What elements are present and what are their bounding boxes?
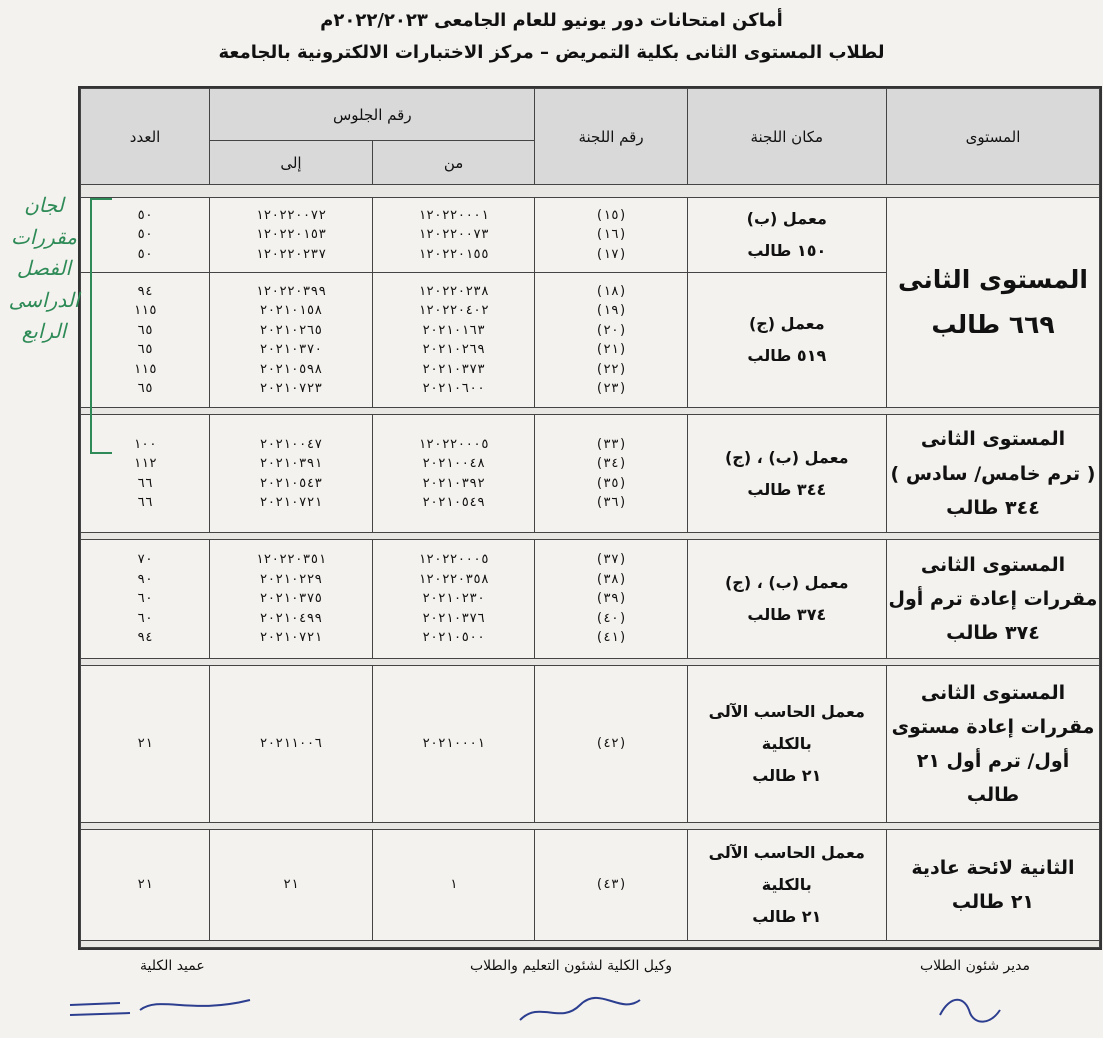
level-cell-line: المستوى الثانى bbox=[920, 681, 1066, 704]
seat-to-cell bbox=[210, 414, 373, 533]
seat-from-cell-line: ٢٠٢١٠٣٧٣ bbox=[422, 361, 485, 377]
separator-cell bbox=[81, 407, 1100, 414]
level-cell bbox=[886, 540, 1099, 659]
count-cell-line: ٢١ bbox=[137, 736, 153, 752]
committee-cell-line: (١٦) bbox=[595, 227, 627, 243]
level-cell bbox=[886, 198, 1099, 408]
seat-from-cell bbox=[372, 540, 535, 659]
count-cell-line: ٦٥ bbox=[137, 381, 153, 397]
seat-from-cell-line: ١٢٠٢٢٠٤٠٢ bbox=[418, 303, 489, 319]
seat-to-cell bbox=[210, 829, 373, 940]
level-cell-line: المستوى الثانى bbox=[920, 428, 1066, 451]
committee-cell-line: (٢٣) bbox=[595, 381, 627, 397]
location-cell-line: ١٥٠ طالب bbox=[747, 241, 827, 261]
committee-cell-line: (١٩) bbox=[595, 303, 627, 319]
level-cell bbox=[886, 414, 1099, 533]
committee-cell bbox=[535, 414, 687, 533]
level-cell bbox=[886, 665, 1099, 822]
seat-to-cell bbox=[210, 540, 373, 659]
count-cell bbox=[81, 540, 210, 659]
seat-from-cell-line: ٢٠٢١٠٠٠١ bbox=[422, 736, 485, 752]
committee-cell-line: (٣٣) bbox=[595, 436, 627, 452]
seat-to-cell-line: ٢٠٢١٠٤٩٩ bbox=[259, 610, 323, 626]
seat-to-cell-line: ٢١ bbox=[283, 877, 299, 893]
seat-from-cell bbox=[372, 829, 535, 940]
table-row bbox=[81, 665, 1100, 822]
table-row bbox=[81, 198, 1100, 273]
header-location: مكان اللجنة bbox=[687, 89, 886, 185]
count-cell-line: ١١٥ bbox=[133, 303, 157, 319]
count-cell-line: ٩٤ bbox=[137, 630, 153, 646]
count-cell-line: ٦٥ bbox=[137, 342, 153, 358]
level-cell-line: أول/ ترم أول ٢١ طالب bbox=[916, 749, 1070, 807]
level-cell-line: مقررات إعادة مستوى bbox=[891, 715, 1095, 738]
location-cell-line: معمل الحاسب الآلى بالكلية bbox=[708, 842, 865, 894]
location-cell bbox=[687, 273, 886, 408]
header-seat-number: رقم الجلوس bbox=[210, 89, 535, 141]
seat-to-cell-line: ١٢٠٢٢٠٠٧٢ bbox=[255, 207, 327, 223]
count-cell-line: ٩٠ bbox=[137, 571, 153, 587]
seat-to-cell-line: ١٢٠٢٢٠١٥٣ bbox=[255, 227, 327, 243]
location-cell bbox=[687, 665, 886, 822]
count-cell-line: ٦٠ bbox=[137, 610, 153, 626]
committee-cell-line: (٣٨) bbox=[595, 571, 627, 587]
seat-to-cell-line: ٢٠٢١٠١٥٨ bbox=[259, 303, 323, 319]
committee-cell-line: (٣٦) bbox=[595, 495, 627, 511]
seat-from-cell-line: ١٢٠٢٢٠٠٠٥ bbox=[418, 552, 489, 568]
seat-to-cell-line: ٢٠٢١٠٥٩٨ bbox=[259, 361, 323, 377]
committee-cell-line: (٣٥) bbox=[595, 475, 627, 491]
seat-from-cell-line: ١ bbox=[449, 877, 458, 893]
separator-cell bbox=[81, 658, 1100, 665]
signature-vice-dean bbox=[510, 985, 650, 1035]
count-cell-line: ٦٦ bbox=[137, 475, 153, 491]
seat-to-cell-line: ٢٠٢١٠٢٢٩ bbox=[259, 571, 323, 587]
level-cell-line: المستوى الثانى bbox=[898, 265, 1088, 295]
level-cell-line: ٣٧٤ طالب bbox=[946, 622, 1040, 645]
page-subtitle: لطلاب المستوى الثانى بكلية التمريض – مركز الاختبارات الالكترونية بالجامعة bbox=[218, 42, 885, 63]
seat-from-cell-line: ١٢٠٢٢٠١٥٥ bbox=[418, 246, 489, 262]
committee-cell bbox=[535, 198, 687, 273]
signature-label-student-affairs: مدير شئون الطلاب bbox=[920, 958, 1031, 974]
count-cell-line: ٥٠ bbox=[137, 227, 153, 243]
signature-label-vice-dean: وكيل الكلية لشئون التعليم والطلاب bbox=[470, 958, 673, 974]
table-row bbox=[81, 829, 1100, 940]
header-level: المستوى bbox=[886, 89, 1099, 185]
level-cell-line: ٦٦٩ طالب bbox=[931, 310, 1055, 340]
seat-to-cell-line: ٢٠٢١٠٧٢١ bbox=[259, 630, 323, 646]
seat-to-cell bbox=[210, 273, 373, 408]
count-cell-line: ٦٦ bbox=[137, 495, 153, 511]
handwritten-note-line: لجان bbox=[24, 193, 64, 217]
seat-from-cell-line: ١٢٠٢٢٠٠٠١ bbox=[418, 207, 489, 223]
seat-from-cell-line: ١٢٠٢٢٠٢٣٨ bbox=[418, 283, 489, 299]
committee-cell-line: (١٧) bbox=[595, 246, 627, 262]
level-cell-line: ( ترم خامس/ سادس ) bbox=[890, 462, 1096, 485]
header-separator bbox=[81, 185, 1100, 198]
committee-cell bbox=[535, 273, 687, 408]
seat-to-cell-line: ٢٠٢١٠٥٤٣ bbox=[259, 475, 323, 491]
location-cell bbox=[687, 829, 886, 940]
committee-cell bbox=[535, 665, 687, 822]
location-cell-line: معمل (ب) bbox=[746, 209, 827, 229]
location-cell bbox=[687, 540, 886, 659]
committee-cell-line: (٢٠) bbox=[595, 322, 627, 338]
seat-to-cell-line: ٢٠٢١٠٢٦٥ bbox=[259, 322, 323, 338]
location-cell-line: ٣٤٤ طالب bbox=[747, 479, 827, 499]
committee-cell-line: (٤٣) bbox=[595, 877, 627, 893]
count-cell bbox=[81, 829, 210, 940]
location-cell-line: ٣٧٤ طالب bbox=[747, 605, 827, 625]
count-cell-line: ٢١ bbox=[137, 877, 153, 893]
count-cell-line: ١٠٠ bbox=[133, 436, 157, 452]
location-cell bbox=[687, 198, 886, 273]
table-row bbox=[81, 540, 1100, 659]
committee-cell-line: (٣٧) bbox=[595, 552, 627, 568]
seat-to-cell-line: ٢٠٢١٠٣٧٥ bbox=[259, 591, 323, 607]
seat-from-cell-line: ٢٠٢١٠٦٠٠ bbox=[422, 381, 485, 397]
count-cell-line: ٧٠ bbox=[137, 552, 153, 568]
seat-from-cell bbox=[372, 273, 535, 408]
seat-to-cell bbox=[210, 665, 373, 822]
count-cell-line: ٩٤ bbox=[137, 283, 153, 299]
count-cell-line: ١١٢ bbox=[133, 456, 157, 472]
committee-cell-line: (٣٤) bbox=[595, 456, 627, 472]
committee-cell-line: (٢١) bbox=[595, 342, 627, 358]
separator-cell bbox=[81, 533, 1100, 540]
handwritten-note-line: الرابع bbox=[21, 319, 67, 344]
handwritten-note-line: الدراسى bbox=[8, 287, 80, 312]
level-cell-line: ٣٤٤ طالب bbox=[946, 496, 1040, 519]
header-count: العدد bbox=[81, 89, 210, 185]
level-cell-line: المستوى الثانى bbox=[920, 553, 1066, 576]
seat-to-cell-line: ١٢٠٢٢٠٣٩٩ bbox=[255, 283, 327, 299]
seat-to-cell-line: ٢٠٢١٠٣٩١ bbox=[259, 456, 323, 472]
signature-student-affairs bbox=[930, 985, 1010, 1035]
seat-to-cell-line: ١٢٠٢٢٠٢٣٧ bbox=[255, 246, 327, 262]
count-cell-line: ٥٠ bbox=[137, 246, 153, 262]
signature-label-dean: عميد الكلية bbox=[140, 958, 205, 974]
level-cell-line: ٢١ طالب bbox=[951, 890, 1035, 913]
seat-from-cell-line: ٢٠٢١٠٣٧٦ bbox=[422, 610, 485, 626]
table-row bbox=[81, 414, 1100, 533]
level-cell-line: مقررات إعادة ترم أول bbox=[888, 588, 1098, 611]
seat-from-cell-line: ٢٠٢١٠٥٠٠ bbox=[422, 630, 485, 646]
exam-table-wrapper bbox=[78, 86, 1102, 950]
group-separator bbox=[81, 658, 1100, 665]
seat-from-cell-line: ١٢٠٢٢٠٣٥٨ bbox=[418, 571, 489, 587]
handwritten-note-line: الفصل bbox=[16, 256, 72, 281]
seat-from-cell-line: ٢٠٢١٠٠٤٨ bbox=[422, 456, 485, 472]
count-cell bbox=[81, 665, 210, 822]
committee-cell-line: (٤٢) bbox=[595, 736, 627, 752]
handwritten-note bbox=[4, 190, 84, 348]
location-cell-line: معمل الحاسب الآلى بالكلية bbox=[708, 701, 865, 753]
count-cell-line: ١١٥ bbox=[133, 361, 157, 377]
count-cell-line: ٥٠ bbox=[137, 207, 153, 223]
seat-to-cell-line: ٢٠٢١١٠٠٦ bbox=[259, 736, 323, 752]
seat-to-cell-line: ٢٠٢١٠٠٤٧ bbox=[259, 436, 323, 452]
seat-from-cell bbox=[372, 665, 535, 822]
committee-cell-line: (٤٠) bbox=[595, 610, 627, 626]
committee-cell-line: (١٨) bbox=[595, 283, 627, 299]
group-separator bbox=[81, 533, 1100, 540]
committee-cell-line: (٣٩) bbox=[595, 591, 627, 607]
count-cell-line: ٦٥ bbox=[137, 322, 153, 338]
seat-to-cell-line: ١٢٠٢٢٠٣٥١ bbox=[255, 552, 327, 568]
count-cell-line: ٦٠ bbox=[137, 591, 153, 607]
group-separator bbox=[81, 407, 1100, 414]
header-committee: رقم اللجنة bbox=[535, 89, 687, 185]
committee-cell-line: (٢٢) bbox=[595, 361, 627, 377]
group-separator bbox=[81, 941, 1100, 948]
page-title: أماكن امتحانات دور يونيو للعام الجامعى ٢٠٢٢/٢٠٢٣م bbox=[320, 10, 783, 31]
committee-cell-line: (١٥) bbox=[595, 207, 627, 223]
committee-cell bbox=[535, 829, 687, 940]
committee-cell-line: (٤١) bbox=[595, 630, 627, 646]
location-cell bbox=[687, 414, 886, 533]
seat-from-cell-line: ٢٠٢١٠٥٤٩ bbox=[422, 495, 485, 511]
seat-to-cell-line: ٢٠٢١٠٧٢١ bbox=[259, 495, 323, 511]
location-cell-line: معمل (ب) ، (ج) bbox=[724, 573, 849, 593]
location-cell-line: ٢١ طالب bbox=[752, 765, 822, 785]
group-separator bbox=[81, 822, 1100, 829]
seat-from-cell-line: ٢٠٢١٠٢٦٩ bbox=[422, 342, 485, 358]
seat-from-cell-line: ١٢٠٢٢٠٠٠٥ bbox=[418, 436, 489, 452]
seat-to-cell bbox=[210, 198, 373, 273]
location-cell-line: معمل (ب) ، (ج) bbox=[724, 447, 849, 467]
seat-from-cell bbox=[372, 414, 535, 533]
header-seat-to: إلى bbox=[210, 141, 373, 185]
location-cell-line: معمل (ج) bbox=[748, 314, 825, 334]
exam-locations-table bbox=[80, 88, 1100, 948]
seat-from-cell-line: ٢٠٢١٠١٦٣ bbox=[422, 322, 485, 338]
handwritten-note-line: مقررات bbox=[11, 224, 77, 249]
seat-to-cell-line: ٢٠٢١٠٣٧٠ bbox=[259, 342, 323, 358]
committee-cell bbox=[535, 540, 687, 659]
table-body bbox=[81, 198, 1100, 948]
seat-from-cell bbox=[372, 198, 535, 273]
header-seat-from: من bbox=[372, 141, 535, 185]
seat-from-cell-line: ٢٠٢١٠٢٣٠ bbox=[422, 591, 485, 607]
seat-to-cell-line: ٢٠٢١٠٧٢٣ bbox=[259, 381, 323, 397]
seat-from-cell-line: ١٢٠٢٢٠٠٧٣ bbox=[418, 227, 489, 243]
level-cell-line: الثانية لائحة عادية bbox=[911, 856, 1075, 879]
location-cell-line: ٢١ طالب bbox=[752, 906, 822, 926]
location-cell-line: ٥١٩ طالب bbox=[747, 346, 827, 366]
handwritten-bracket bbox=[90, 198, 112, 454]
separator-cell bbox=[81, 941, 1100, 948]
level-cell bbox=[886, 829, 1099, 940]
signature-dean bbox=[60, 985, 260, 1035]
separator-cell bbox=[81, 822, 1100, 829]
seat-from-cell-line: ٢٠٢١٠٣٩٢ bbox=[422, 475, 485, 491]
